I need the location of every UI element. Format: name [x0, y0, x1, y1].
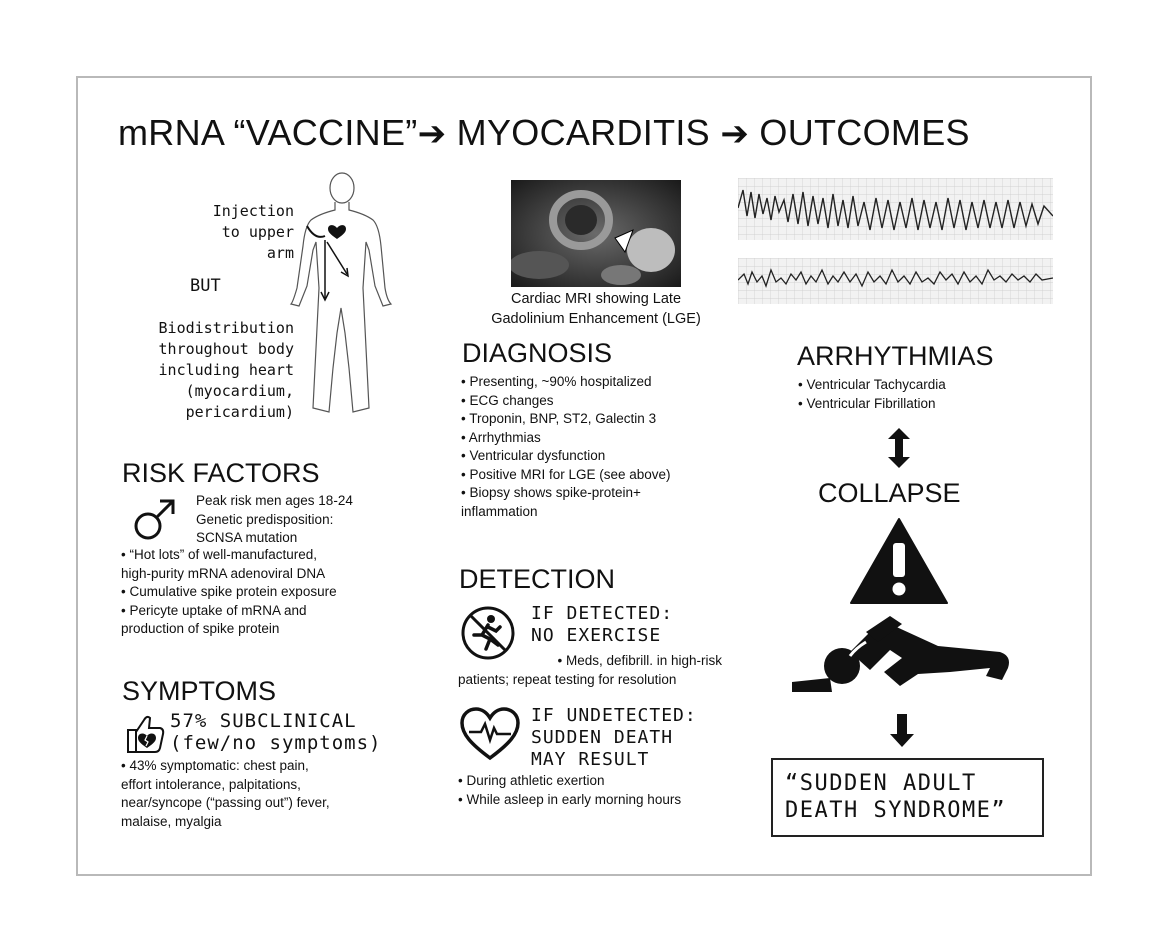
undetected-list: [458, 772, 681, 809]
detection-heading: DETECTION: [459, 564, 616, 594]
caption-line: Gadolinium Enhancement (LGE): [491, 311, 701, 327]
subclinical-line: (few/no symptoms): [170, 732, 382, 754]
risk-factors-heading: RISK FACTORS: [122, 458, 320, 488]
right-arrow-icon: ➔: [417, 115, 447, 153]
list-item: high-purity mRNA adenoviral DNA: [121, 565, 326, 581]
diagnosis-heading: DIAGNOSIS: [462, 338, 613, 368]
list-item: • “Hot lots” of well-manufactured,: [121, 547, 318, 562]
note-line: • Meds, defibrill. in high-risk: [557, 653, 722, 668]
title-part-vaccine: mRNA “VACCINE”: [118, 112, 418, 153]
list-item: • ECG changes: [461, 392, 554, 408]
risk-line: SCNSA mutation: [196, 530, 298, 545]
sads-box: [771, 758, 1044, 837]
warning-icon: [849, 517, 949, 605]
risk-line: Peak risk men ages 18-24: [196, 493, 353, 508]
list-item: • While asleep in early morning hours: [458, 791, 682, 807]
undetected-line: IF UNDETECTED:: [531, 705, 697, 726]
list-item: production of spike protein: [121, 621, 280, 636]
list-item: • Troponin, BNP, ST2, Galectin 3: [461, 411, 657, 426]
list-item: • Positive MRI for LGE (see above): [461, 466, 671, 482]
symptoms-list: [121, 757, 330, 831]
list-item: • During athletic exertion: [458, 773, 605, 788]
list-item: effort intolerance, palpitations,: [121, 776, 301, 792]
injection-line: arm: [266, 244, 294, 262]
injection-line: to upper: [221, 223, 294, 241]
biodistribution-label: [100, 318, 294, 423]
symptoms-subclinical: [170, 710, 381, 754]
undetected-line: SUDDEN DEATH: [531, 727, 674, 748]
down-arrow-icon: [889, 714, 915, 748]
risk-factors-list: [121, 546, 337, 639]
detected-line: IF DETECTED:: [531, 603, 674, 624]
caption-line: Cardiac MRI showing Late: [510, 291, 682, 307]
list-item: • Pericyte uptake of mRNA and: [121, 602, 307, 618]
sads-line: DEATH SYNDROME”: [785, 798, 1007, 823]
arrhythmias-list: [798, 376, 946, 413]
detected-line: NO EXERCISE: [531, 625, 662, 646]
detected-note: [458, 652, 722, 689]
subclinical-line: 57% SUBCLINICAL: [170, 710, 357, 732]
collapse-heading: COLLAPSE: [818, 478, 961, 508]
mri-caption: [470, 289, 722, 329]
thumbs-up-broken-heart-icon: [122, 712, 166, 756]
list-item: • Presenting, ~90% hospitalized: [461, 374, 652, 389]
biodist-line: throughout body: [158, 340, 294, 358]
biodist-line: pericardium): [185, 403, 294, 421]
list-item: • Ventricular Fibrillation: [798, 395, 936, 411]
ecg-strip-ventricular-tachycardia: [738, 178, 1053, 240]
risk-line: Genetic predisposition:: [196, 511, 334, 527]
page-title: [118, 112, 970, 154]
list-item: • 43% symptomatic: chest pain,: [121, 758, 309, 773]
list-item: malaise, myalgia: [121, 813, 222, 829]
heart-pulse-icon: [459, 706, 521, 764]
but-label: BUT: [190, 276, 221, 296]
injection-line: Injection: [212, 202, 294, 220]
arrhythmias-heading: ARRHYTHMIAS: [797, 341, 994, 371]
collapsed-person-icon: [790, 612, 1015, 694]
if-undetected-text: [531, 705, 697, 771]
diagnosis-list: [461, 373, 671, 521]
list-item: • Ventricular Tachycardia: [798, 377, 946, 392]
title-part-outcomes: OUTCOMES: [759, 112, 970, 153]
human-body-icon: [285, 168, 400, 423]
if-detected-text: [531, 603, 673, 647]
sads-line: “SUDDEN ADULT: [785, 771, 977, 796]
list-item: • Biopsy shows spike-protein+: [461, 485, 641, 500]
injection-label: [150, 201, 294, 264]
up-down-arrow-icon: [886, 428, 912, 468]
list-item: • Arrhythmias: [461, 429, 541, 445]
symptoms-heading: SYMPTOMS: [122, 676, 277, 706]
undetected-line: MAY RESULT: [531, 749, 650, 770]
biodist-line: (myocardium,: [185, 382, 294, 400]
title-part-myocarditis: MYOCARDITIS: [456, 112, 710, 153]
list-item: near/syncope (“passing out”) fever,: [121, 795, 330, 810]
list-item: • Ventricular dysfunction: [461, 448, 606, 463]
male-symbol-icon: [130, 496, 178, 544]
list-item: inflammation: [461, 503, 538, 519]
ecg-strip-ventricular-fibrillation: [738, 258, 1053, 304]
right-arrow-icon: ➔: [720, 115, 750, 153]
list-item: • Cumulative spike protein exposure: [121, 584, 337, 599]
biodist-line: Biodistribution: [158, 319, 294, 337]
cardiac-mri-image: [511, 180, 681, 287]
note-line: patients; repeat testing for resolution: [458, 671, 677, 687]
biodist-line: including heart: [158, 361, 294, 379]
risk-male-text: [196, 492, 353, 548]
